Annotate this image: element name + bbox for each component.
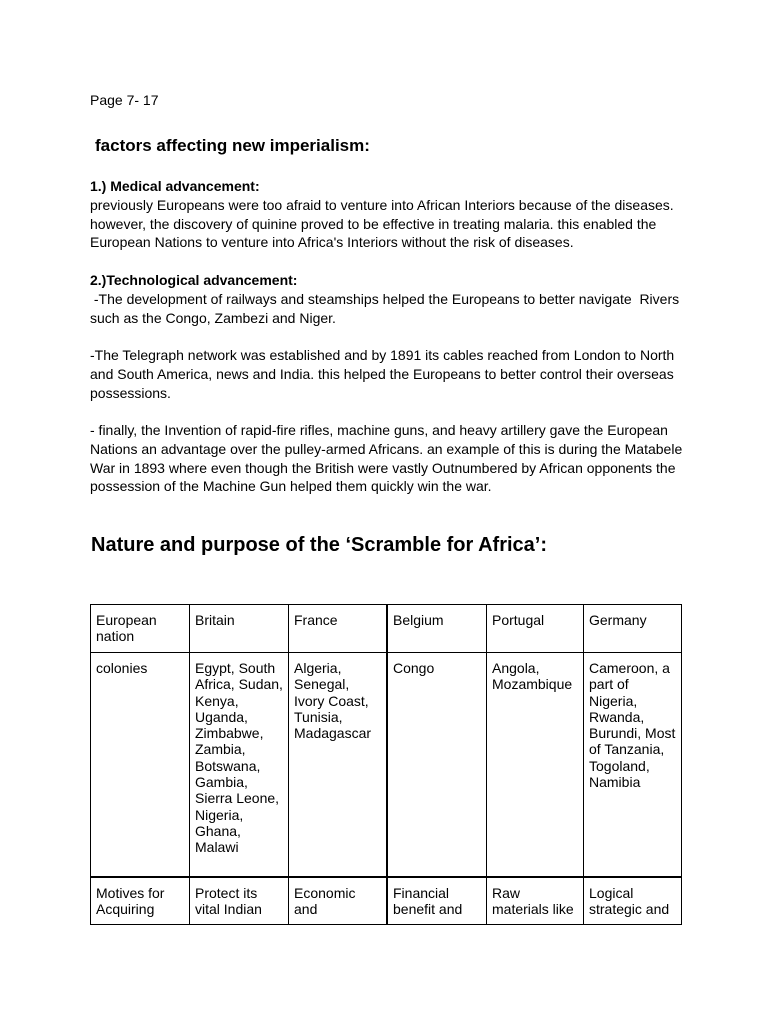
table-cell: Egypt, South Africa, Sudan, Kenya, Uganda, Zimbabwe, Zambia, Botswana, Gambia, Sierra Leone, Nigeria, Ghana, Malawi xyxy=(190,653,289,878)
table-cell: Motives for Acquiring xyxy=(91,877,190,924)
table-cell: France xyxy=(289,605,388,653)
table-row xyxy=(91,605,682,653)
item-medical-heading: 1.) Medical advancement: xyxy=(90,178,260,194)
item-weapons xyxy=(90,421,690,496)
page-label: Page 7- 17 xyxy=(90,92,159,108)
item-technological-weapons: - finally, the Invention of rapid-fire rifles, machine guns, and heavy artillery gave the European Nations an advantage over the pulley-armed Africans. an example of this is during the Matabele War in 1893 where even though the British were vastly Outnumbered by African opponents the possession of the Machine Gun helped them quickly win the war. xyxy=(90,422,683,495)
table-cell: Logical strategic and xyxy=(584,877,682,924)
table-cell: Economic and xyxy=(289,877,388,924)
table-cell: Raw materials like xyxy=(487,877,584,924)
table-cell: colonies xyxy=(91,653,190,878)
item-medical-text: previously Europeans were too afraid to venture into African Interiors because of the diseases. however, the discovery of quinine proved to be effective in treating malaria. this enabled the European Nations to venture into Africa's Interiors without the risk of diseases. xyxy=(90,196,674,251)
table-cell: Angola, Mozambique xyxy=(487,653,584,878)
section-title-scramble: Nature and purpose of the ‘Scramble for Africa’: xyxy=(91,534,548,556)
item-technological-railways: -The development of railways and steamships helped the Europeans to better navigate Rivers such as the Congo, Zambezi and Niger. xyxy=(90,290,683,326)
item-medical xyxy=(90,177,690,252)
table-cell: Financial benefit and xyxy=(387,877,487,924)
table-cell: Belgium xyxy=(387,605,487,653)
item-telegraph xyxy=(90,346,690,402)
table-row xyxy=(91,877,682,924)
table-cell: Cameroon, a part of Nigeria, Rwanda, Burundi, Most of Tanzania, Togoland, Namibia xyxy=(584,653,682,878)
section-title-factors: factors affecting new imperialism: xyxy=(95,136,370,155)
scramble-table xyxy=(90,604,682,925)
table-cell: Germany xyxy=(584,605,682,653)
table-cell: Britain xyxy=(190,605,289,653)
item-technological-telegraph: -The Telegraph network was established and by 1891 its cables reached from London to North and South America, news and India. this helped the Europeans to better control their overseas possessions. xyxy=(90,347,675,401)
item-technological xyxy=(90,271,690,327)
table-cell: Congo xyxy=(387,653,487,878)
item-technological-heading: 2.)Technological advancement: xyxy=(90,272,298,288)
table-cell: Protect its vital Indian xyxy=(190,877,289,924)
table-cell: Portugal xyxy=(487,605,584,653)
table-row xyxy=(91,653,682,878)
table-cell: Algeria, Senegal, Ivory Coast, Tunisia, Madagascar xyxy=(289,653,388,878)
table-cell: European nation xyxy=(91,605,190,653)
